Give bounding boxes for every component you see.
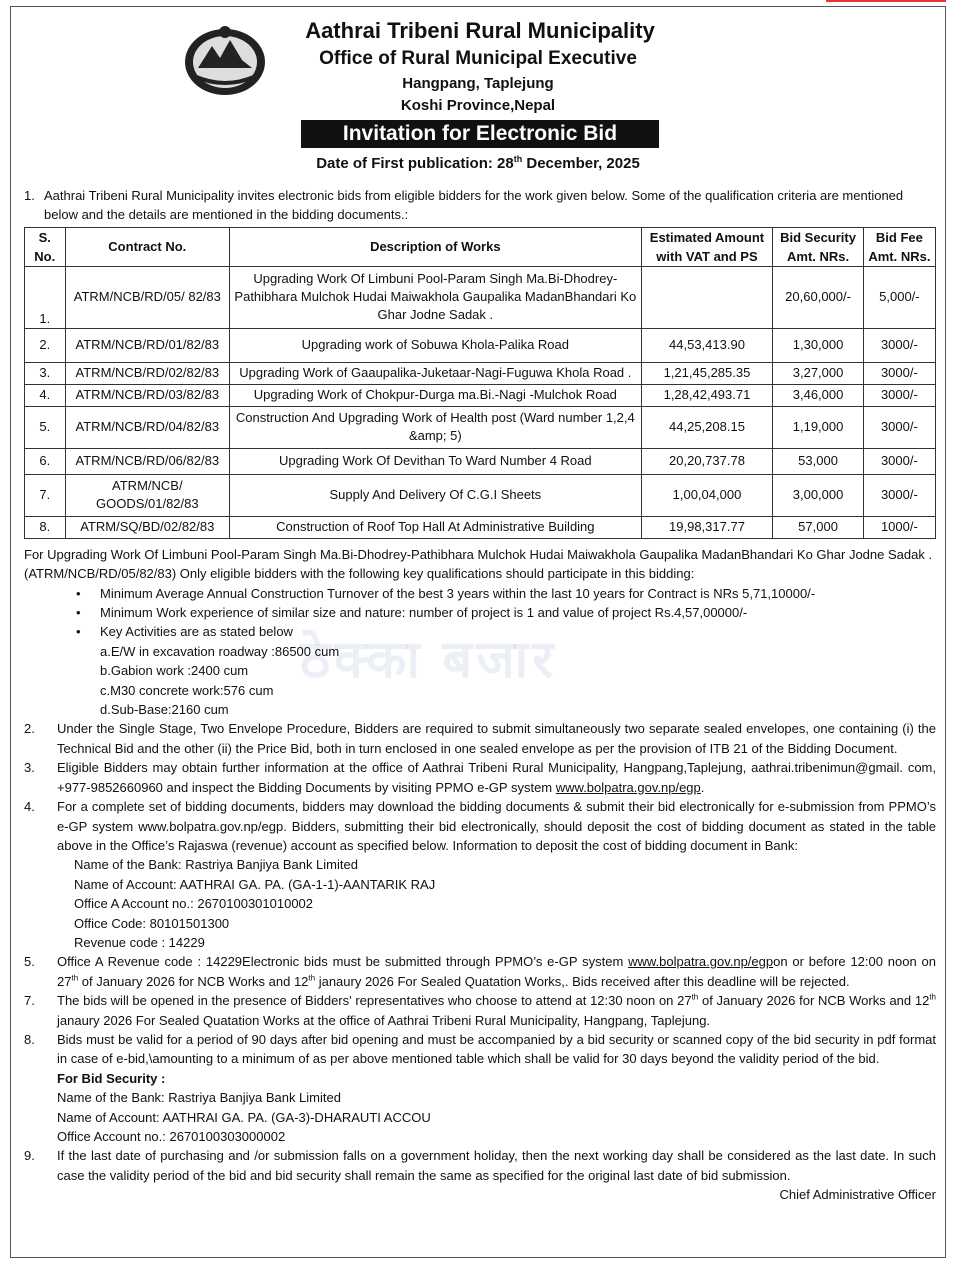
clause-4: 4. For a complete set of bidding documents, bidders may download the bidding documents & submit their bid electronically for e-submission from PPMO’s e-GP system www.bolpatra.gov.np/egp. Bidders, submitting their bid electronically, should deposit the cost of bidding document as stated in the table above in the Office’s Rajaswa (revenue) account as specified below. Information to deposit the cost of bidding document in Bank: <box>24 799 936 853</box>
address-line-1: Hangpang, Taplejung <box>402 75 554 92</box>
intro-paragraph: 1. Aathrai Tribeni Rural Municipality invites electronic bids from eligible bidders for the work given below. Some of the qualification criteria are mentioned below and the details are mentioned in the bidding documents.: <box>24 188 904 223</box>
security-line: Name of Account: AATHRAI GA. PA. (GA-3)-DHARAUTI ACCOU <box>57 1109 431 1125</box>
col-contract: Contract No. <box>65 227 230 266</box>
activity-item: b.Gabion work :2400 cum <box>100 663 249 679</box>
notice-banner: Invitation for Electronic Bid <box>301 120 659 148</box>
bank-line: Revenue code : 14229 <box>74 934 205 950</box>
table-row: 4. ATRM/NCB/RD/03/82/83 Upgrading Work of Chokpur-Durga ma.Bi.-Nagi -Mulchok Road 1,28,42,493.71 3,46,000 3000/- <box>25 384 936 406</box>
bank-line: Name of the Bank: Rastriya Banjiya Bank Limited <box>74 857 358 873</box>
address-line-2: Koshi Province,Nepal <box>400 97 556 114</box>
bid-security-title: For Bid Security : <box>57 1070 166 1086</box>
clause-2: 2. Under the Single Stage, Two Envelope Procedure, Bidders are required to submit simultaneously two separate sealed envelopes, one containing (i) the Technical Bid and the other (ii) the Price Bid, both in turn enclosed in one sealed envelope as per the provision of ITB 21 of the Bidding Document. <box>24 721 936 756</box>
clause-8: 8. Bids must be valid for a period of 90 days after bid opening and must be accompanied by a bid security or scanned copy of the bid security in pdf format in case of e-bid,\amounting to a minimum of as per above mentioned table which shall be valid for 30 days beyond the validity period of the bid. <box>24 1031 936 1067</box>
table-row: 8. ATRM/SQ/BD/02/82/83 Construction of Roof Top Hall At Administrative Building 19,98,317.77 57,000 1000/- <box>25 516 936 538</box>
table-row: 7. ATRM/NCB/ GOODS/01/82/83 Supply And Delivery Of C.G.I Sheets 1,00,04,000 3,00,000 3000/- <box>25 474 936 516</box>
municipality-name: Aathrai Tribeni Rural Municipality <box>305 18 655 43</box>
list-item: • Minimum Work experience of similar size and nature: number of project is 1 and value of project Rs.4,57,00000/- <box>76 605 748 621</box>
bank-line: Name of Account: AATHRAI GA. PA. (GA-1-1)-AANTARIK RAJ <box>74 876 436 892</box>
table-row: 2. ATRM/NCB/RD/01/82/83 Upgrading work of Sobuwa Khola-Palika Road 44,53,413.90 1,30,000 3000/- <box>25 328 936 362</box>
qualification-lead: For Upgrading Work Of Limbuni Pool-Param Singh Ma.Bi-Dhodrey-Pathibhara Mulchok Hudai Maiwakhola Gaupalika MadanBhandari Ko Ghar Jodne Sadak . (ATRM/NCB/RD/05/82/83) Only eligible bidders with the following key qualifications should participate in this bidding: <box>24 546 933 582</box>
egp-link[interactable]: www.bolpatra.gov.np/egp <box>628 954 774 970</box>
security-line: Name of the Bank: Rastriya Banjiya Bank Limited <box>57 1090 341 1106</box>
col-fee: Bid Fee Amt. NRs. <box>863 227 935 266</box>
office-name: Office of Rural Municipal Executive <box>319 48 637 69</box>
col-estimate: Estimated Amount with VAT and PS <box>641 227 773 266</box>
activity-item: d.Sub-Base:2160 cum <box>100 702 229 718</box>
bank-line: Office A Account no.: 2670100301010002 <box>74 896 314 912</box>
clause-5: 5. Office A Revenue code : 14229Electronic bids must be submitted through PPMO’s e-GP system www.bolpatra.gov.np/egpon or before 12:00 noon on 27th of January 2026 for NCB Works and 12th janaury 2026 For Sealed Quatation Works,. Bids received after this deadline will be rejected. <box>24 954 936 989</box>
list-item: • Minimum Average Annual Construction Turnover of the best 3 years within the last 10 years for Contract is NRs 5,71,10000/- <box>76 585 816 601</box>
security-line: Office Account no.: 2670100303000002 <box>57 1129 286 1144</box>
works-table <box>24 227 936 539</box>
egp-link[interactable]: www.bolpatra.gov.np/egp <box>555 779 701 795</box>
watermark: ठेक्का बजार <box>300 631 558 689</box>
table-row: 6. ATRM/NCB/RD/06/82/83 Upgrading Work Of Devithan To Ward Number 4 Road 20,20,737.78 53,000 3000/- <box>25 448 936 474</box>
clause-3: 3. Eligible Bidders may obtain further information at the office of Aathrai Tribeni Rural Municipality, Hangpang,Taplejung, aathrai.tribenimun@gmail. com, +977-9852660960 and inspect the Bidding Documents by visiting PPMO e-GP system www.bolpatra.gov.np/egp. <box>24 760 936 795</box>
col-security: Bid Security Amt. NRs. <box>773 227 863 266</box>
notice-body <box>24 186 936 1205</box>
top-accent-line <box>826 0 946 2</box>
table-row: 3. ATRM/NCB/RD/02/82/83 Upgrading Work of Gaaupalika-Juketaar-Nagi-Fuguwa Khola Road . 1,21,45,285.35 3,27,000 3000/- <box>25 362 936 384</box>
list-item: • Key Activities are as stated below <box>76 624 293 640</box>
clause-9: 9. If the last date of purchasing and /or submission falls on a government holiday, then the next working day shall be considered as the last date. In such case the validity period of the bid and bid security shall remain the same as specified for the original last date of bid submission. <box>24 1148 936 1183</box>
bank-line: Office Code: 80101501300 <box>74 915 230 931</box>
col-description: Description of Works <box>230 227 642 266</box>
activity-item: c.M30 concrete work:576 cum <box>100 682 274 698</box>
col-sn: S. No. <box>25 227 66 266</box>
publication-date: Date of First publication: 28th December, 2025 <box>316 154 640 172</box>
signature: Chief Administrative Officer <box>779 1187 936 1203</box>
table-row: 1. ATRM/NCB/RD/05/ 82/83 Upgrading Work Of Limbuni Pool-Param Singh Ma.Bi-Dhodrey-Pathibhara Mulchok Hudai Maiwakhola Gaupalika MadanBhandari Ko Ghar Jodne Sadak . 20,60,000/- 5,000/- <box>25 266 936 328</box>
activity-item: a.E/W in excavation roadway :86500 cum <box>100 643 340 659</box>
table-row: 5. ATRM/NCB/RD/04/82/83 Construction And Upgrading Work of Health post (Ward number 1,2,4 &amp; 5) 44,25,208.15 1,19,000 3000/- <box>25 406 936 448</box>
clause-7: 7. The bids will be opened in the presence of Bidders' representatives who choose to attend at 12:30 noon on 27th of January 2026 for NCB Works and 12th janaury 2026 For Sealed Quatation Works at the office of Aathrai Tribeni Rural Municipality, Hangpang, Taplejung. <box>24 992 936 1028</box>
